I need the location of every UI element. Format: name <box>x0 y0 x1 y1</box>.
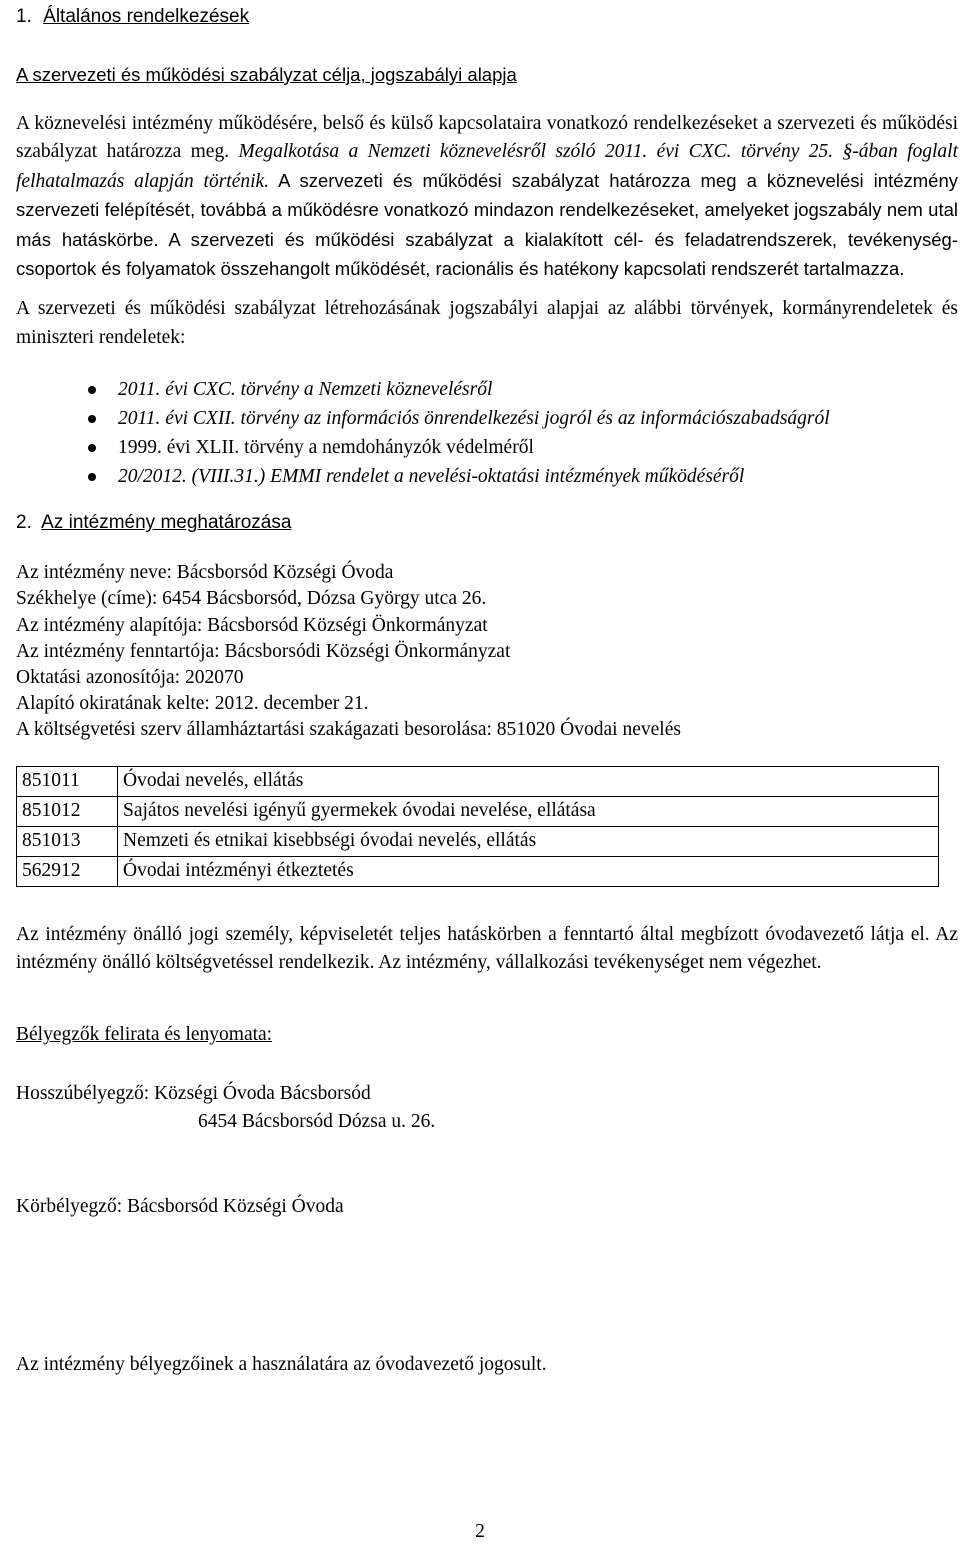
bullet-icon <box>88 386 96 394</box>
long-stamp-label: Hosszúbélyegző: Községi Óvoda Bácsborsód <box>16 1082 371 1104</box>
description-cell: Sajátos nevelési igényű gyermekek óvodai nevelése, ellátása <box>118 796 939 826</box>
document-page <box>16 2 958 1380</box>
table-row <box>17 826 939 856</box>
paragraph-legal-status: Az intézmény önálló jogi személy, képviseletét teljes hatáskörben a fenntartó által megbízott óvodavezető látja el. Az intézmény önálló költségvetéssel rendelkezik. Az intézmény, vállalkozási tevékenységet nem végezhet. <box>16 923 958 974</box>
section1-title: Általános rendelkezések <box>43 6 250 27</box>
paragraph-legal-basis-intro: A szervezeti és működési szabályzat létrehozásának jogszabályi alapjai az alábbi törvények, kormányrendeletek és miniszteri rendeletek: <box>16 298 958 348</box>
table-row <box>17 796 939 826</box>
paragraph-purpose <box>16 110 958 284</box>
info-line: Az intézmény fenntartója: Bácsborsódi Községi Önkormányzat <box>16 640 511 662</box>
info-line: Székhelye (címe): 6454 Bácsborsód, Dózsa György utca 26. <box>16 588 487 610</box>
info-line: Oktatási azonosítója: 202070 <box>16 667 244 689</box>
code-cell: 851012 <box>17 796 118 826</box>
list-item <box>118 405 958 432</box>
long-stamp-address: 6454 Bácsborsód Dózsa u. 26. <box>198 1111 436 1133</box>
stamps-title: Bélyegzők felirata és lenyomata: <box>16 1024 273 1046</box>
code-cell: 851011 <box>17 766 118 796</box>
laws-list <box>16 376 958 490</box>
subtitle: A szervezeti és működési szabályzat célja, jogszabályi alapja <box>16 64 517 85</box>
info-line: A költségvetési szerv államháztartási szakágazati besorolása: 851020 Óvodai nevelés <box>16 719 681 741</box>
bullet-icon <box>88 415 96 423</box>
section1-heading <box>16 2 958 32</box>
paragraph-purpose-part1: A köznevelési intézmény működésére, belső és külső kapcsolataira vonatkozó rendelkezéseket a szervezeti és működési szabályzat határozza meg. <box>16 113 958 163</box>
law-text: 20/2012. (VIII.31.) EMMI rendelet a nevelési-oktatási intézmények működéséről <box>118 466 745 488</box>
long-stamp <box>16 1080 958 1137</box>
activity-codes-table <box>16 766 939 887</box>
page-number: 2 <box>475 1521 485 1542</box>
law-text: 1999. évi XLII. törvény a nemdohányzók védelméről <box>118 437 534 459</box>
institution-info <box>16 560 958 743</box>
paragraph-purpose-part3: A szervezeti és működési szabályzat határozza meg a köznevelési intézmény szervezeti felépítését, továbbá a működésre vonatkozó mindazon rendelkezéseket, amelyeket jogszabály nem utal más hatáskörbe. A szervezeti és működési szabályzat a kialakított cél- és feladatrendszerek, tevékenység-csoportok és folyamatok összehangolt működését, racionális és hatékony kapcsolati rendszerét tartalmazza. <box>16 169 958 280</box>
law-text: 2011. évi CXC. törvény a Nemzeti köznevelésről <box>118 379 493 401</box>
bullet-icon <box>88 473 96 481</box>
section2-number: 2. <box>16 512 32 534</box>
closing-statement: Az intézmény bélyegzőinek a használatára az óvodavezető jogosult. <box>16 1354 547 1376</box>
bullet-icon <box>88 444 96 452</box>
section2-title: Az intézmény meghatározása <box>41 512 292 534</box>
table-row <box>17 856 939 886</box>
code-cell: 562912 <box>17 856 118 886</box>
round-stamp-label: Körbélyegző: Bácsborsód Községi Óvoda <box>16 1195 344 1217</box>
description-cell: Óvodai nevelés, ellátás <box>118 766 939 796</box>
code-cell: 851013 <box>17 826 118 856</box>
paragraph-purpose-legal-basis: Megalkotása a Nemzeti köznevelésről szóló 2011. évi CXC. törvény 25. §-ában foglalt felhatalmazás alapján történik. <box>16 141 958 192</box>
section2-heading <box>16 508 958 538</box>
info-line: Alapító okiratának kelte: 2012. december 21. <box>16 693 369 715</box>
list-item <box>118 376 958 403</box>
description-cell: Nemzeti és etnikai kisebbségi óvodai nevelés, ellátás <box>118 826 939 856</box>
description-cell: Óvodai intézményi étkeztetés <box>118 856 939 886</box>
list-item <box>118 434 958 461</box>
info-line: Az intézmény alapítója: Bácsborsód Községi Önkormányzat <box>16 614 488 636</box>
table-row <box>17 766 939 796</box>
list-item <box>118 463 958 490</box>
section1-number: 1. <box>16 6 32 27</box>
info-line: Az intézmény neve: Bácsborsód Községi Óvoda <box>16 562 394 584</box>
law-text: 2011. évi CXII. törvény az információs önrendelkezési jogról és az információszabadságról <box>118 408 830 430</box>
